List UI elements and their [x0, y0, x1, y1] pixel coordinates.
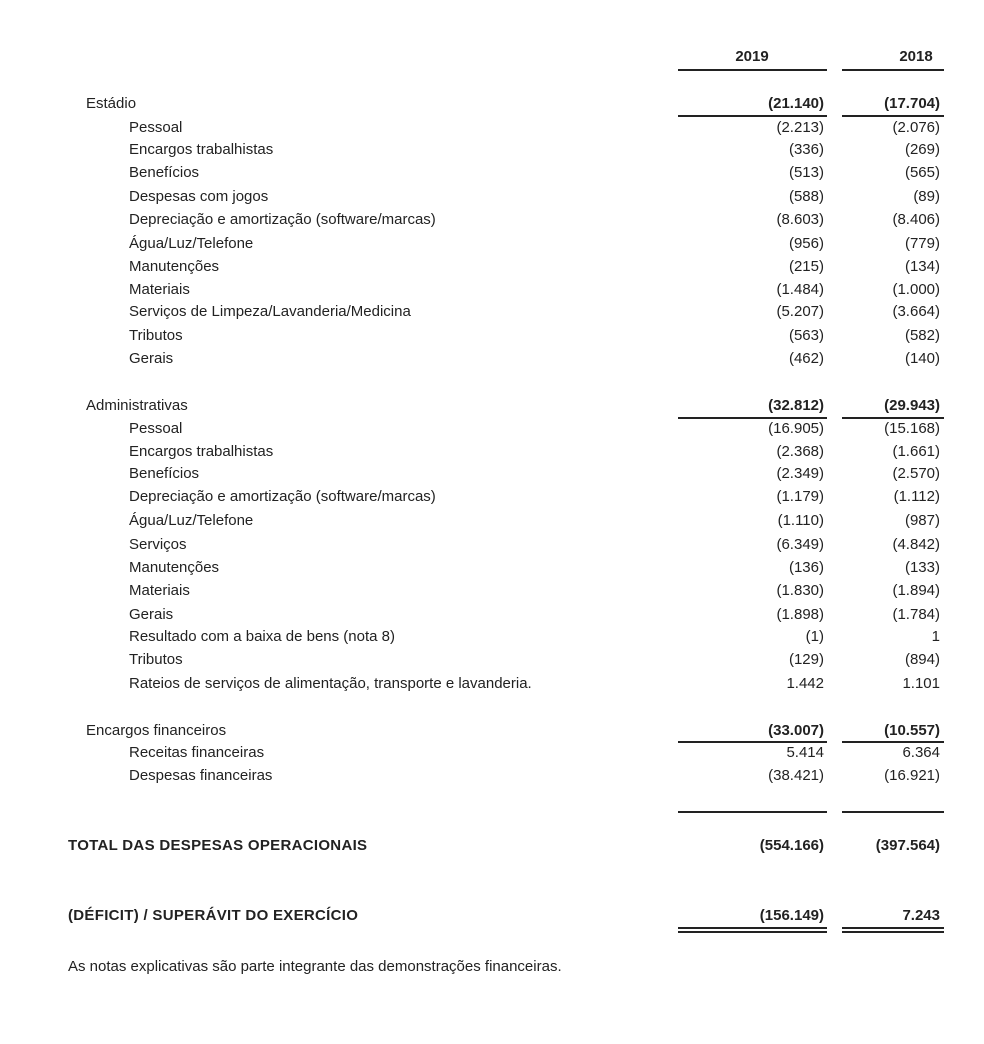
- section-total-2018: (29.943): [884, 397, 940, 414]
- line-item-2018: (1.784): [892, 606, 940, 623]
- section-rule: [678, 741, 827, 743]
- line-item-2018: (133): [904, 559, 940, 576]
- section-label: Estádio: [86, 95, 137, 112]
- line-item-2019: (513): [788, 164, 824, 181]
- subtotal-rule: [678, 811, 827, 813]
- line-item-label: Encargos trabalhistas: [129, 443, 274, 460]
- line-item-2019: (1.830): [776, 582, 824, 599]
- double-rule-top: [842, 927, 944, 929]
- line-item-2018: (2.076): [892, 119, 940, 136]
- line-item-2018: (1.112): [893, 488, 940, 505]
- line-item-label: Resultado com a baixa de bens (nota 8): [129, 628, 395, 645]
- line-item-label: Pessoal: [129, 119, 183, 136]
- line-item-label: Materiais: [129, 281, 190, 298]
- line-item-2019: (215): [788, 258, 824, 275]
- line-item-label: Depreciação e amortização (software/marcas): [129, 488, 436, 505]
- line-item-2019: (16.905): [768, 420, 824, 437]
- line-item-2019: (1.484): [776, 281, 824, 298]
- line-item-2018: (3.664): [892, 303, 940, 320]
- line-item-label: Manutenções: [129, 559, 220, 576]
- total-operating-label: TOTAL DAS DESPESAS OPERACIONAIS: [68, 837, 368, 854]
- line-item-2018: (779): [904, 235, 940, 252]
- line-item-label: Serviços de Limpeza/Lavanderia/Medicina: [129, 303, 411, 320]
- line-item-2018: (8.406): [892, 211, 940, 228]
- line-item-2018: (16.921): [884, 767, 940, 784]
- line-item-2019: (1.179): [776, 488, 824, 505]
- line-item-2018: (1.894): [892, 582, 940, 599]
- header-rule-2018: [842, 69, 944, 71]
- line-item-label: Manutenções: [129, 258, 220, 275]
- result-label: (DÉFICIT) / SUPERÁVIT DO EXERCÍCIO: [68, 907, 359, 924]
- line-item-label: Benefícios: [129, 164, 200, 181]
- line-item-label: Água/Luz/Telefone: [129, 512, 254, 529]
- line-item-2019: (5.207): [776, 303, 824, 320]
- line-item-2019: (2.368): [776, 443, 824, 460]
- line-item-2019: (8.603): [776, 211, 824, 228]
- header-rule-2019: [678, 69, 827, 71]
- section-rule: [842, 115, 944, 117]
- line-item-2019: (1): [805, 628, 824, 645]
- line-item-label: Rateios de serviços de alimentação, transporte e lavanderia.: [129, 675, 532, 692]
- line-item-2018: (4.842): [892, 536, 940, 553]
- line-item-2019: 1.442: [786, 675, 824, 692]
- line-item-label: Serviços: [129, 536, 187, 553]
- line-item-2019: (129): [788, 651, 824, 668]
- column-header-2018: 2018: [899, 48, 933, 65]
- line-item-label: Gerais: [129, 350, 174, 367]
- line-item-label: Água/Luz/Telefone: [129, 235, 254, 252]
- section-rule: [678, 417, 827, 419]
- line-item-label: Despesas financeiras: [129, 767, 273, 784]
- section-rule: [842, 741, 944, 743]
- line-item-2018: (269): [904, 141, 940, 158]
- section-total-2019: (21.140): [768, 95, 824, 112]
- line-item-label: Materiais: [129, 582, 190, 599]
- line-item-label: Pessoal: [129, 420, 183, 437]
- line-item-2019: (1.898): [776, 606, 824, 623]
- double-rule-top: [678, 927, 827, 929]
- line-item-2019: 5.414: [786, 744, 824, 761]
- line-item-2018: 1.101: [902, 675, 940, 692]
- line-item-2018: (2.570): [892, 465, 940, 482]
- line-item-label: Tributos: [129, 327, 183, 344]
- line-item-2018: 6.364: [902, 744, 940, 761]
- line-item-label: Despesas com jogos: [129, 188, 269, 205]
- line-item-2019: (336): [788, 141, 824, 158]
- line-item-2018: (140): [904, 350, 940, 367]
- result-2019: (156.149): [759, 907, 824, 924]
- total-operating-2018: (397.564): [875, 837, 940, 854]
- double-rule-bottom: [678, 931, 827, 933]
- section-label: Administrativas: [86, 397, 188, 414]
- section-total-2018: (17.704): [884, 95, 940, 112]
- section-total-2019: (32.812): [768, 397, 824, 414]
- result-2018: 7.243: [902, 907, 940, 924]
- line-item-label: Gerais: [129, 606, 174, 623]
- line-item-2019: (2.213): [776, 119, 824, 136]
- section-rule: [678, 115, 827, 117]
- double-rule-bottom: [842, 931, 944, 933]
- column-header-2019: 2019: [735, 48, 769, 65]
- footnote: As notas explicativas são parte integrante das demonstrações financeiras.: [68, 958, 562, 975]
- line-item-label: Benefícios: [129, 465, 200, 482]
- line-item-2019: (136): [788, 559, 824, 576]
- subtotal-rule: [842, 811, 944, 813]
- line-item-2019: (38.421): [768, 767, 824, 784]
- line-item-2018: (582): [904, 327, 940, 344]
- section-total-2019: (33.007): [768, 722, 824, 739]
- line-item-2019: (563): [788, 327, 824, 344]
- line-item-2019: (1.110): [777, 512, 824, 529]
- line-item-2018: (894): [904, 651, 940, 668]
- line-item-2019: (588): [788, 188, 824, 205]
- section-total-2018: (10.557): [884, 722, 940, 739]
- line-item-2018: (134): [904, 258, 940, 275]
- line-item-2018: (89): [913, 188, 940, 205]
- line-item-label: Receitas financeiras: [129, 744, 265, 761]
- line-item-2019: (2.349): [776, 465, 824, 482]
- line-item-2018: (15.168): [884, 420, 940, 437]
- line-item-label: Tributos: [129, 651, 183, 668]
- line-item-2018: (565): [904, 164, 940, 181]
- line-item-2018: (1.000): [892, 281, 940, 298]
- section-rule: [842, 417, 944, 419]
- line-item-2018: (1.661): [892, 443, 940, 460]
- section-label: Encargos financeiros: [86, 722, 227, 739]
- line-item-label: Depreciação e amortização (software/marcas): [129, 211, 436, 228]
- total-operating-2019: (554.166): [759, 837, 824, 854]
- line-item-2018: 1: [931, 628, 940, 645]
- line-item-2019: (6.349): [776, 536, 824, 553]
- line-item-label: Encargos trabalhistas: [129, 141, 274, 158]
- line-item-2019: (462): [788, 350, 824, 367]
- line-item-2018: (987): [904, 512, 940, 529]
- line-item-2019: (956): [788, 235, 824, 252]
